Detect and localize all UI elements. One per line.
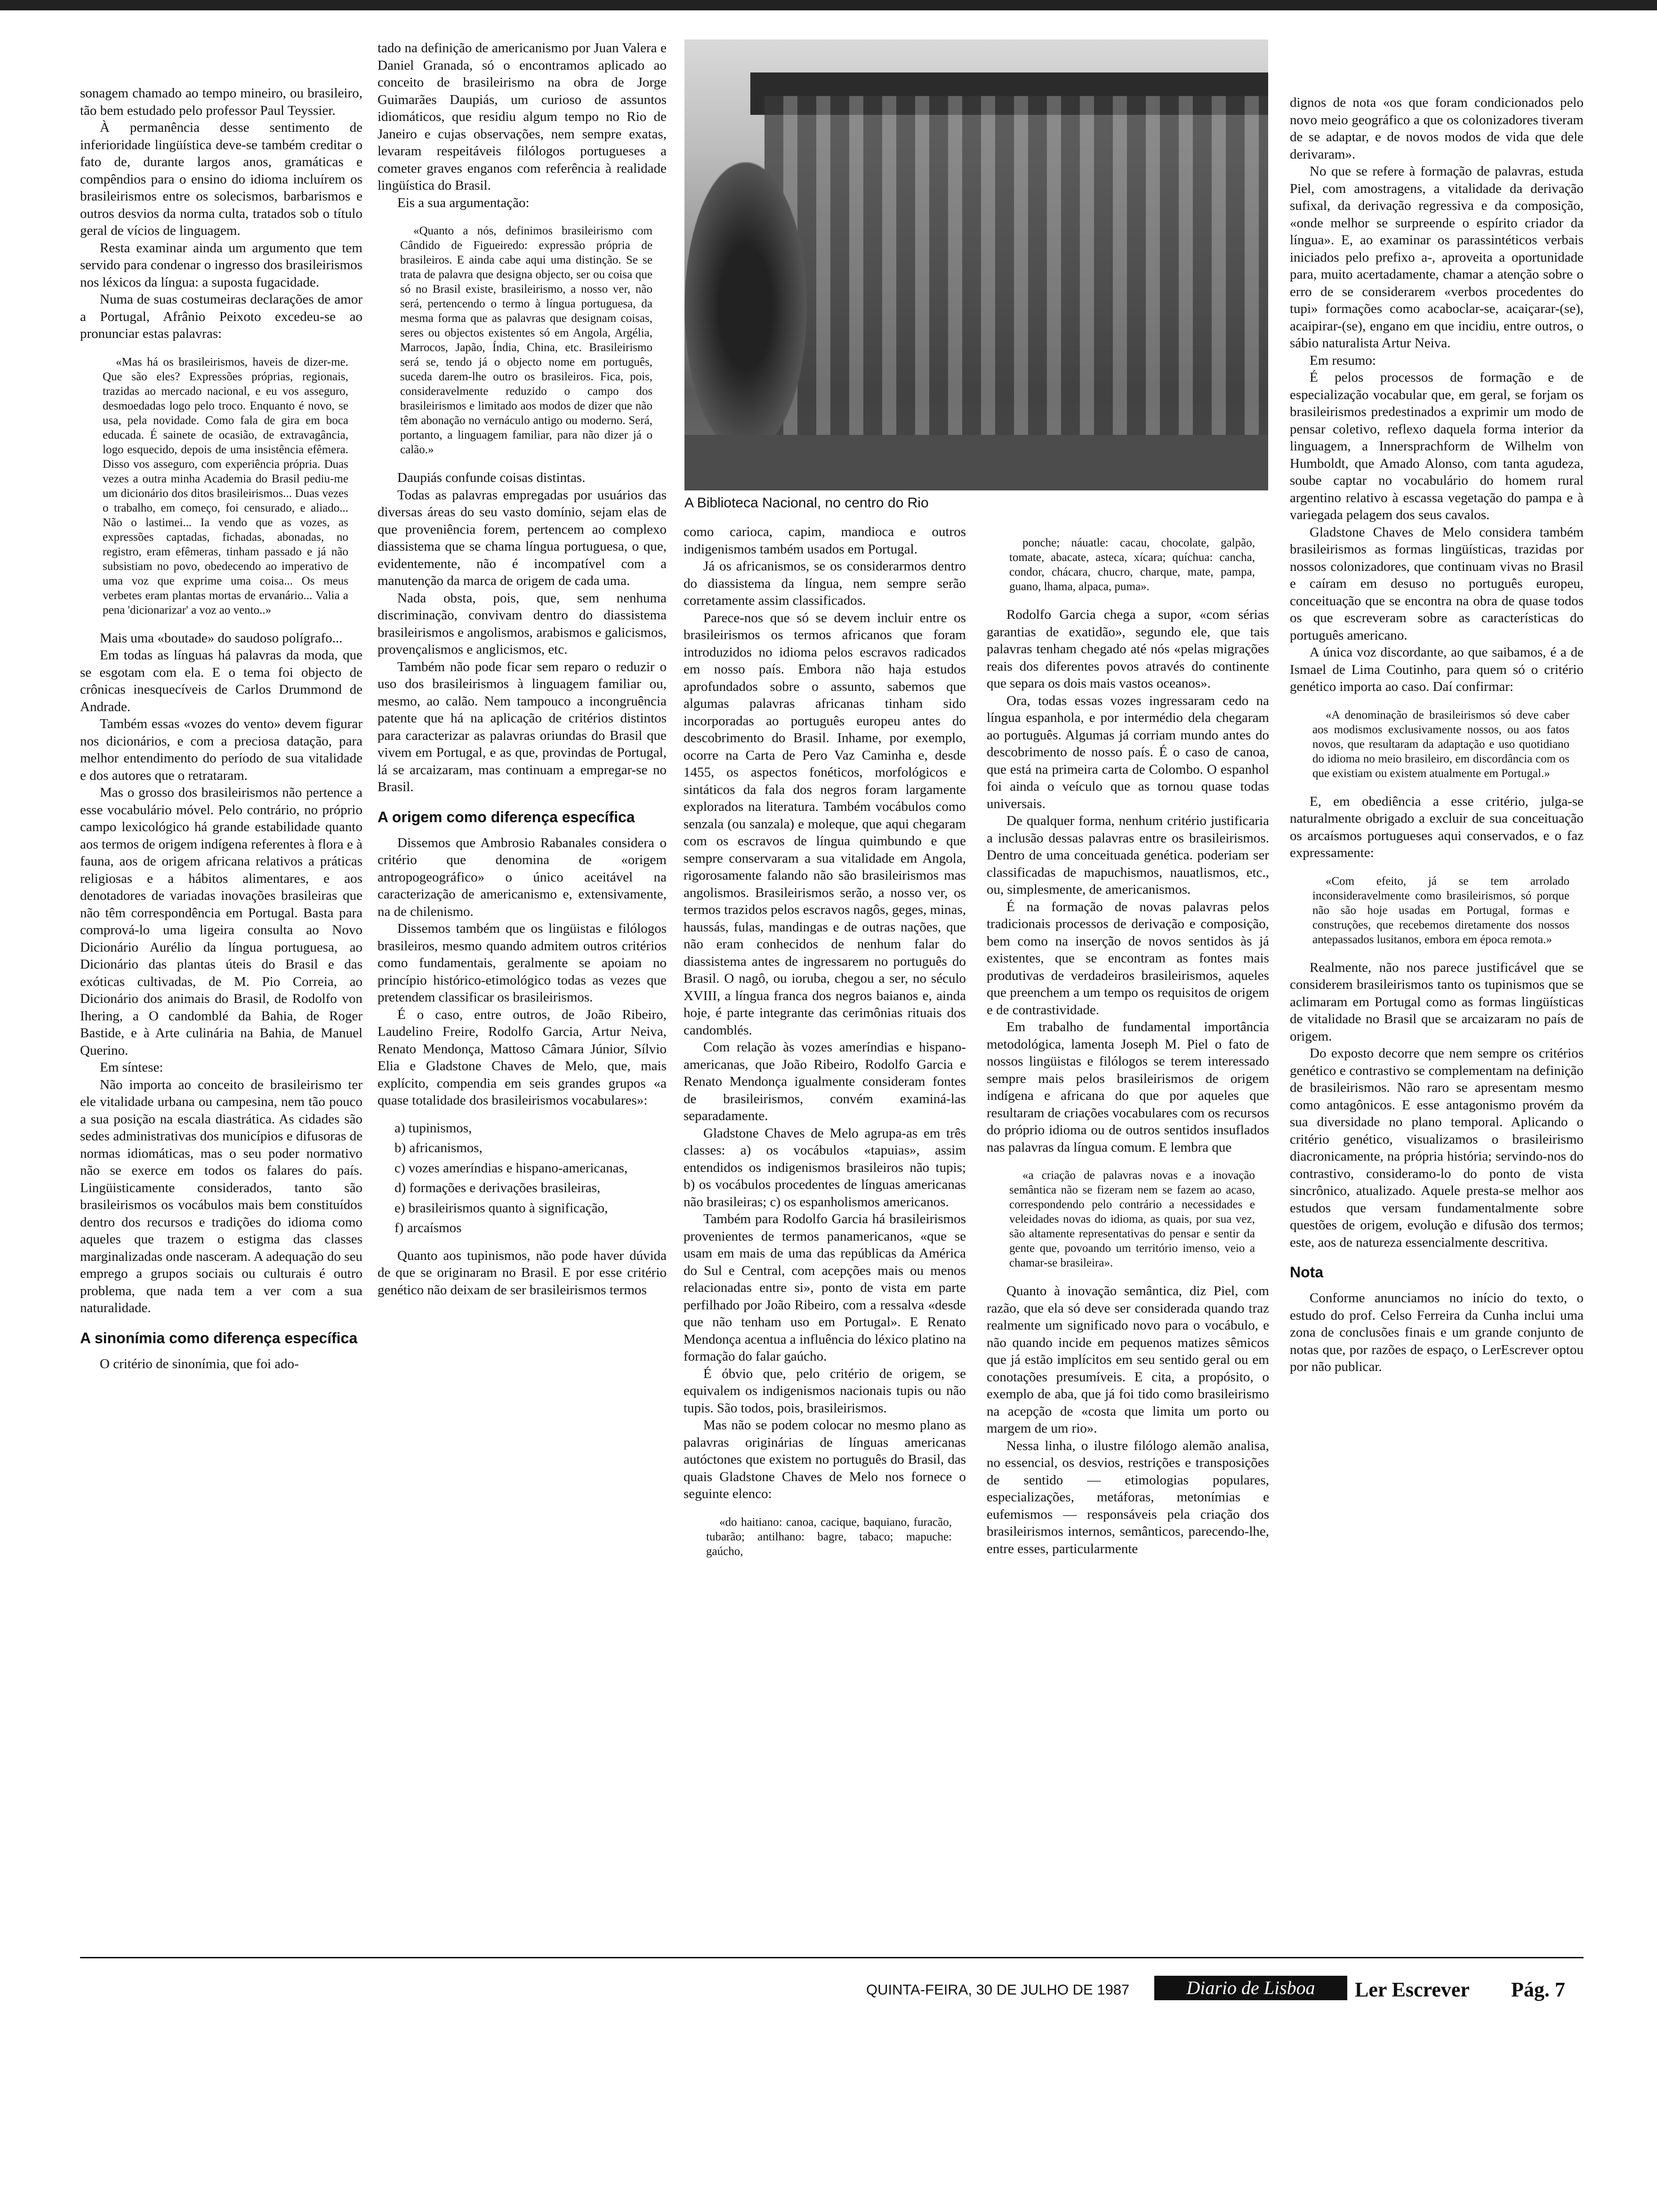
list-item: c) vozes ameríndias e hispano-americanas, bbox=[394, 1160, 628, 1176]
block-quote: «Quanto a nós, definimos brasileirismo com Cândido de Figueiredo: expressão própria de brasileiros. E ainda cabe aqui uma distinção. Se se trata de palavra que designa objecto, ser ou coisa que só no Brasil existe, brasileirismo, a nosso ver, não será, pertencendo o termo à língua portuguesa, da mesma forma que as palavras que designam coisas, seres ou objectos existentes só em Angola, Argélia, Marrocos, Japão, Índia, China, etc. Brasileirismo será se, tendo já o objecto nome em português, suceda darem-lhe outro os brasileiros. Fica, pois, consideravelmente reduzido o campo dos brasileirismos e limitado aos modos de dizer que não têm abonação no vernáculo antigo ou moderno. Será, portanto, a linguagem familiar, para não dizer já o calão.» bbox=[400, 224, 652, 456]
paragraph: Numa de suas costumeiras declarações de amor a Portugal, Afrânio Peixoto excedeu-se ao pronunciar estas palavras: bbox=[80, 292, 362, 341]
paragraph: Também para Rodolfo Garcia há brasileirismos provenientes de termos panamericanos, «que se usam em mais de uma das repúblicas da América do Sul e Central, com acepções mais ou menos relacionadas entre si», ponto de vista em parte perfilhado por João Ribeiro, com a ressalva «desde que não tenham uso em Portugal». E Renato Mendonça acentua a influência do léxico platino na formação do falar gaúcho. bbox=[684, 1211, 966, 1364]
paragraph: Ora, todas essas vozes ingressaram cedo na língua espanhola, e por intermédio dela chegaram ao português. Algumas já corriam mundo antes do descobrimento de nosso país. É o caso de canoa, que está na primeira carta de Colombo. O espanhol foi ainda o veículo que as tornou quase todas universais. bbox=[987, 693, 1269, 811]
footer-date: QUINTA-FEIRA, 30 DE JULHO DE 1987 bbox=[866, 1981, 1130, 1998]
section-heading: Nota bbox=[1290, 1264, 1324, 1281]
list-item: b) africanismos, bbox=[394, 1140, 483, 1155]
paragraph: A única voz discordante, ao que saibamos, é a de Ismael de Lima Coutinho, para quem só o critério genético importa ao caso. Daí confirmar: bbox=[1290, 645, 1584, 694]
paragraph: Mas não se podem colocar no mesmo plano as palavras originárias de línguas americanas autóctones que existem no português do Brasil, das quais Gladstone Chaves de Melo nos fornece o seguinte elenco: bbox=[684, 1418, 966, 1501]
paragraph: Em resumo: bbox=[1310, 353, 1376, 368]
paragraph: Em trabalho de fundamental importância metodológica, lamenta Joseph M. Piel o fato de nossos lingüistas e filólogos se terem interessado sempre mais pelos brasileirismos de origem indígena e africana do que por aqueles que resultaram de criações vocabulares com os recursos do próprio idioma ou de outros sentidos insuflados nas palavras da língua comum. E lembra que bbox=[987, 1019, 1269, 1155]
paragraph: Dissemos que Ambrosio Rabanales considera o critério que denomina de «origem antropogeográfico» o único aceitável na caracterização de americanismo e, extensivamente, na de chilenismo. bbox=[378, 835, 667, 919]
page-number: Pág. 7 bbox=[1511, 1978, 1565, 2001]
list-item: f) arcaísmos bbox=[394, 1220, 462, 1235]
paragraph: Em todas as línguas há palavras da moda, que se esgotam com ela. E o tema foi objecto de crônicas inesquecíveis de Carlos Drummond de Andrade. bbox=[80, 648, 362, 714]
paragraph: E, em obediência a esse critério, julga-se naturalmente obrigado a excluir de sua conceituação os arcaísmos portugueses aqui conservados, e o faz expressamente: bbox=[1290, 793, 1584, 860]
paragraph: Gladstone Chaves de Melo considera também brasileirismos as formas lingüísticas, trazidas por nossos colonizadores, que continuam vivas no Brasil e caíram em desuso no português europeu, conceituação que se encontra na obra de quase todos os que escreveram sobre as características do português americano. bbox=[1290, 524, 1584, 643]
paragraph: Rodolfo Garcia chega a supor, «com sérias garantias de exatidão», segundo ele, que tais palavras tenham chegado até nós «pelas migrações reais dos diferentes povos através do continente que separa os dois mais vastos oceanos». bbox=[987, 607, 1269, 691]
top-border bbox=[0, 0, 1657, 10]
photo-caption: A Biblioteca Nacional, no centro do Rio bbox=[684, 495, 929, 511]
paragraph: É o caso, entre outros, de João Ribeiro, Laudelino Freire, Rodolfo Garcia, Artur Neiva, Renato Mendonça, Mattoso Câmara Júnior, Sílvio Elia e Gladstone Chaves de Melo, que, mais explícito, compendia em seis grandes grupos «a quase totalidade dos brasileirismos vocabulares»: bbox=[378, 1007, 667, 1108]
paragraph: tado na definição de americanismo por Juan Valera e Daniel Granada, só o encontramos aplicado ao conceito de brasileirismo na obra de Jorge Guimarães Daupiás, um curioso de assuntos idiomáticos, que residiu algum tempo no Rio de Janeiro e cujas observações, nem sempre exatas, levaram respeitáveis filólogos portugueses a cometer graves enganos com referência à realidade lingüística do Brasil. bbox=[378, 40, 667, 193]
paragraph: sonagem chamado ao tempo mineiro, ou brasileiro, tão bem estudado pelo professor Paul Teyssier. bbox=[80, 86, 362, 118]
paragraph: Nada obsta, pois, que, sem nenhuma discriminação, convivam dentro do diassistema brasileirismos e angolismos, arabismos e galicismos, provençalismos e anglicismos, etc. bbox=[378, 590, 667, 657]
article-column-2 bbox=[378, 40, 667, 1948]
article-column-4 bbox=[987, 523, 1269, 1948]
paragraph: Gladstone Chaves de Melo agrupa-as em três classes: a) os vocábulos «tapuias», assim entendidos os indigenismos brasileiros não tupis; b) os vocábulos procedentes de línguas americanas não brasileiras; c) os espanholismos americanos. bbox=[684, 1125, 966, 1210]
paragraph: À permanência desse sentimento de inferioridade lingüística deve-se também creditar o fato de, durante largos anos, gramáticas e compêndios para o ensino do idioma incluírem os brasileirismos entre os solecismos, barbarismos e outros desvios da norma culta, tratados sob o título geral de vícios de linguagem. bbox=[80, 120, 362, 238]
paragraph: Quanto aos tupinismos, não pode haver dúvida de que se originaram no Brasil. E por esse critério genético não deixam de ser brasileirismos termos bbox=[378, 1248, 667, 1298]
block-quote: «a criação de palavras novas e a inovação semântica não se fizeram nem se fazem ao acaso, correspondendo pelo contrário a necessidades e veleidades novas do idioma, as quais, por sua vez, são altamente representativas do pensar e sentir da gente que, povoando um território imenso, veio a chamar-se brasileira». bbox=[1009, 1169, 1255, 1269]
block-quote: «Com efeito, já se tem arrolado inconsideravelmente como brasileirismos, só porque não são hoje usadas em Portugal, formas e construções, que recebemos diretamente dos nossos antepassados lusitanos, embora em época remota.» bbox=[1312, 874, 1569, 946]
article-column-5 bbox=[1290, 94, 1584, 1948]
masthead-logo: Diario de Lisboa bbox=[1154, 1976, 1347, 2000]
paragraph: É na formação de novas palavras pelos tradicionais processos de derivação e composição, bem como na inserção de novos sentidos às já existentes, que se encontram as fontes mais produtivas de verdadeiros brasileirismos, aqueles que preenchem a um tempo os requisitos de origem e de contrastividade. bbox=[987, 899, 1269, 1018]
paragraph: Daupiás confunde coisas distintas. bbox=[397, 470, 586, 485]
paragraph: Mais uma «boutade» do saudoso polígrafo... bbox=[100, 630, 343, 646]
paragraph: Resta examinar ainda um argumento que tem servido para condenar o ingresso dos brasileirismos nos léxicos da língua: a suposta fugacidade. bbox=[80, 240, 362, 290]
paragraph: Quanto à inovação semântica, diz Piel, com razão, que ela só deve ser considerada quando traz realmente um significado novo para o vocábulo, e não quando incide em pequenos matizes sêmicos que já estão implícitos em seu sentido geral ou em conotações presumíveis. E cita, a propósito, o exemplo de aba, que já foi tido como brasileirismo na acepção de «costa que limita um porto ou margem de um rio». bbox=[987, 1283, 1269, 1436]
article-column-3 bbox=[684, 523, 966, 1948]
paragraph: Nessa linha, o ilustre filólogo alemão analisa, no essencial, os desvios, restrições e transposições de sentido — etimologias populares, especializações, metáforas, metonímias e eufemismos — responsáveis pela criação dos brasileirismos internos, semânticos, parecendo-lhe, entre esses, particularmente bbox=[987, 1438, 1269, 1556]
list-item: e) brasileirismos quanto à significação, bbox=[394, 1200, 608, 1216]
article-column-1 bbox=[80, 85, 362, 1948]
paragraph: Também essas «vozes do vento» devem figurar nos dicionários, e com a preciosa datação, para melhor entendimento do período de sua vitalidade e dos autores que o retrataram. bbox=[80, 716, 362, 783]
block-quote: ponche; náuatle: cacau, chocolate, galpão, tomate, abacate, asteca, xícara; quíchua: cancha, condor, chácara, chucro, charque, mate, pampa, guano, lhama, alpaca, puma». bbox=[1009, 537, 1255, 593]
paragraph: É óbvio que, pelo critério de origem, se equivalem os indigenismos nacionais tupis ou não tupis. São todos, pois, brasileirismos. bbox=[684, 1366, 966, 1416]
paragraph: Em síntese: bbox=[100, 1060, 163, 1075]
block-quote: «Mas há os brasileirismos, haveis de dizer-me. Que são eles? Expressões próprias, regionais, trazidas ao mercado nacional, e eu vos asseguro, desmoedadas logo pelo troco. Enquanto é novo, se usa, pela novidade. Como fala de gira em boca educada. É sainete de ocasião, de extravagância, logo esquecido, depois de uma insistência efêmera. Disso vos asseguro, com experiência própria. Duas vezes a outra minha Academia do Brasil pediu-me um dicionário dos ditos brasileirismos... Duas vezes o trabalho, em começo, foi censurado, e aliado... Não o lastimei... Ia vendo que as vozes, as expressões captadas, fichadas, abonadas, no registro, eram efêmeras, tinham passado e já não subsistiam no povo, obedecendo ao imperativo de uma voz que exprime uma coisa... Os meus verbetes eram plantas mortas de ervanário... Valia a pena 'dicionarizar' a voz ao vento..» bbox=[103, 355, 348, 617]
page-footer bbox=[866, 1975, 1601, 2003]
list-item: a) tupinismos, bbox=[394, 1120, 472, 1136]
paragraph: Com relação às vozes ameríndias e hispano-americanas, que João Ribeiro, Rodolfo Garcia e Renato Mendonça igualmente consideram fontes de brasileirismos, convém examiná-las separadamente. bbox=[684, 1040, 966, 1123]
section-name: Ler Escrever bbox=[1355, 1978, 1470, 2001]
section-heading: A sinonímia como diferença específica bbox=[80, 1329, 358, 1346]
paragraph: Eis a sua argumentação: bbox=[397, 195, 530, 210]
paragraph: Já os africanismos, se os considerarmos dentro do diassistema da língua, nem sempre serão corretamente assim classificados. bbox=[684, 559, 966, 608]
paragraph: Também não pode ficar sem reparo o reduzir o uso dos brasileirismos à linguagem familiar ou, mesmo, ao calão. Nem tampouco a incongruência patente que há na aplicação de critérios distintos para caracterizar as palavras oriundas do Brasil que vivem em Portugal, e as que, provindas de Portugal, lá se arcaizaram, mas continuam a empregar-se no Brasil. bbox=[378, 659, 667, 794]
classification-list bbox=[394, 1120, 667, 1237]
paragraph: No que se refere à formação de palavras, estuda Piel, com amostragens, a vitalidade da derivação sufixal, da derivação regressiva e da composição, «onde melhor se surpreende o espírito criador da língua». E, ao examinar os parassintéticos verbais iniciados pelo prefixo a-, aproveita a oportunidade para, muito acertadamente, chamar a atenção sobre o erro de se considerarem «verbos procedentes do tupi» formações como acaboclar-se, acaiçarar-(se), acaipirar-(se), engano em que incidiu, entre outros, o sábio naturalista Artur Neiva. bbox=[1290, 164, 1584, 351]
paragraph: como carioca, capim, mandioca e outros indigenismos também usados em Portugal. bbox=[684, 524, 966, 557]
section-heading: A origem como diferença específica bbox=[378, 808, 635, 825]
paragraph: dignos de nota «os que foram condicionados pelo novo meio geográfico a que os colonizadores tiveram de se adaptar, e de novos modos de vida que dele derivaram». bbox=[1290, 95, 1584, 162]
paragraph: Do exposto decorre que nem sempre os critérios genético e contrastivo se complementam na definição de brasileirismos. Não raro se apresentam mesmo como antagônicos. E esse antagonismo provém da sua diversidade no plano temporal. Aplicando o critério genético, visualizamos o brasileirismo diacronicamente, na própria história; servindo-nos do contrastivo, consideramo-lo do ponto de vista sincrônico, atualizado. Aquele presta-se melhor aos estudos que versam fundamentalmente sobre questões de origem, evolução e difusão dos termos; este, aos de natureza essencialmente descritiva. bbox=[1290, 1046, 1584, 1250]
paragraph: Todas as palavras empregadas por usuários das diversas áreas do seu vasto domínio, sejam elas de que proveniência forem, pertencem ao complexo diassistema que se chama língua portuguesa, o que, evidentemente, não é incompatível com a manutenção da marca de origem de cada uma. bbox=[378, 487, 667, 588]
paragraph: Realmente, não nos parece justificável que se considerem brasileirismos tanto os tupinismos que se aclimaram em Portugal como as formas lingüísticas de vitalidade no Brasil que se arcaizaram no país de origem. bbox=[1290, 960, 1584, 1044]
paragraph: O critério de sinonímia, que foi ado- bbox=[100, 1356, 299, 1371]
paragraph: Não importa ao conceito de brasileirismo ter ele vitalidade urbana ou campesina, nem tão pouco a sua posição na escala diastrática. As cidades são sedes administrativas dos municípios e difusoras de normas idiomáticas, mas o seu poder normativo não se exerce em todos os falares do país. Lingüisticamente considerados, tanto são brasileirismos os vocábulos mais bem constituídos dentro dos recursos e tradições do idioma como aqueles que trazem o estigma das classes marginalizadas onde nasceram. A adequação do seu emprego a grupos sociais ou culturais é outro problema, que nada tem a ver com a sua naturalidade. bbox=[80, 1077, 362, 1315]
block-quote: «do haitiano: canoa, cacique, baquiano, furacão, tubarão; antilhano: bagre, tabaco; mapuche: gaúcho, bbox=[706, 1515, 952, 1558]
list-item: d) formações e derivações brasileiras, bbox=[394, 1180, 601, 1195]
paragraph: É pelos processos de formação e de especialização vocabular que, em geral, se forjam os brasileirismos predestinados a exprimir um modo de pensar coletivo, reflexo daquela forma interior da linguagem, a Innersprachform de Wilhelm von Humboldt, que Amado Alonso, com tanta agudeza, soube captar no vocabulário do homem rural argentino relativo à escassa vegetação do pampa e à variegada pelagem dos seus cavalos. bbox=[1290, 370, 1584, 522]
paragraph: Conforme anunciamos no início do texto, o estudo do prof. Celso Ferreira da Cunha inclui uma zona de conclusões finais e um grande conjunto de notas que, por razões de espaço, o LerEscrever optou por não publicar. bbox=[1290, 1290, 1584, 1374]
paragraph: Dissemos também que os lingüistas e filólogos brasileiros, mesmo quando admitem outros critérios como fundamentais, geralmente se apoiam no princípio histórico-etimológico todas as vezes que pretendem classificar os brasileirismos. bbox=[378, 921, 667, 1005]
library-photo bbox=[684, 40, 1268, 490]
paragraph: Parece-nos que só se devem incluir entre os brasileirismos os termos africanos que foram introduzidos no idioma pelos escravos radicados em nosso país. Embora não haja estudos aprofundados sobre o assunto, sabemos que algumas palavras africanas tinham sido incorporadas ao português europeu antes do descobrimento do Brasil. Inhame, por exemplo, ocorre na Carta de Pero Vaz Caminha e, desde 1455, os aspectos fonéticos, morfológicos e sintáticos da fala dos negros foram largamente explorados na literatura. Também vocábulos como senzala (ou sanzala) e moleque, que aqui chegaram com os escravos de língua quimbundo e que sempre conservaram a sua vitalidade em Angola, rigorosamente falando não são brasileirismos mas angolismos. Brasileirismos serão, a nosso ver, os termos trazidos pelos escravos nagôs, geges, minas, haussás, fulas, mandingas e de outras nações, que não eram conhecidos de nenhum falar do diassistema antes de ingressarem no português do Brasil. O nagô, ou ioruba, chegou a ser, no século XVIII, a língua franca dos negros baianos e, ainda hoje, é parte integrante das cerimônias rituais dos candomblés. bbox=[684, 610, 966, 1038]
paragraph: De qualquer forma, nenhum critério justificaria a inclusão dessas palavras entre os brasileirismos. Dentro de uma conceituada genética. poderiam ser classificadas de mapuchismos, nauatlismos, etc., ou, simplesmente, de americanismos. bbox=[987, 813, 1269, 897]
paragraph: Mas o grosso dos brasileirismos não pertence a esse vocabulário móvel. Pelo contrário, no próprio campo lexicológico há grande estabilidade quanto aos termos de origem indígena referentes à flora e à fauna, aos de origem africana relativos a práticas religiosas e a hábitos alimentares, e aos denotadores de variadas inovações brasileiras que não têm correspondência em Portugal. Basta para comprová-lo uma ligeira consulta ao Novo Dicionário Aurélio da língua portuguesa, ao Dicionário das plantas úteis do Brasil e das exóticas cultivadas, de M. Pio Correia, ao Dicionário dos animais do Brasil, de Rodolfo von Ihering, a O candomblé da Bahia, de Roger Bastide, e à Arte culinária na Bahia, de Manuel Querino. bbox=[80, 785, 362, 1058]
block-quote: «A denominação de brasileirismos só deve caber aos modismos exclusivamente nossos, ou aos fatos novos, que resultaram da adaptação e uso quotidiano do idioma no meio brasileiro, em discordância com os que existiam ou existem atualmente em Portugal.» bbox=[1312, 708, 1569, 780]
footer-rule bbox=[80, 1957, 1584, 1958]
